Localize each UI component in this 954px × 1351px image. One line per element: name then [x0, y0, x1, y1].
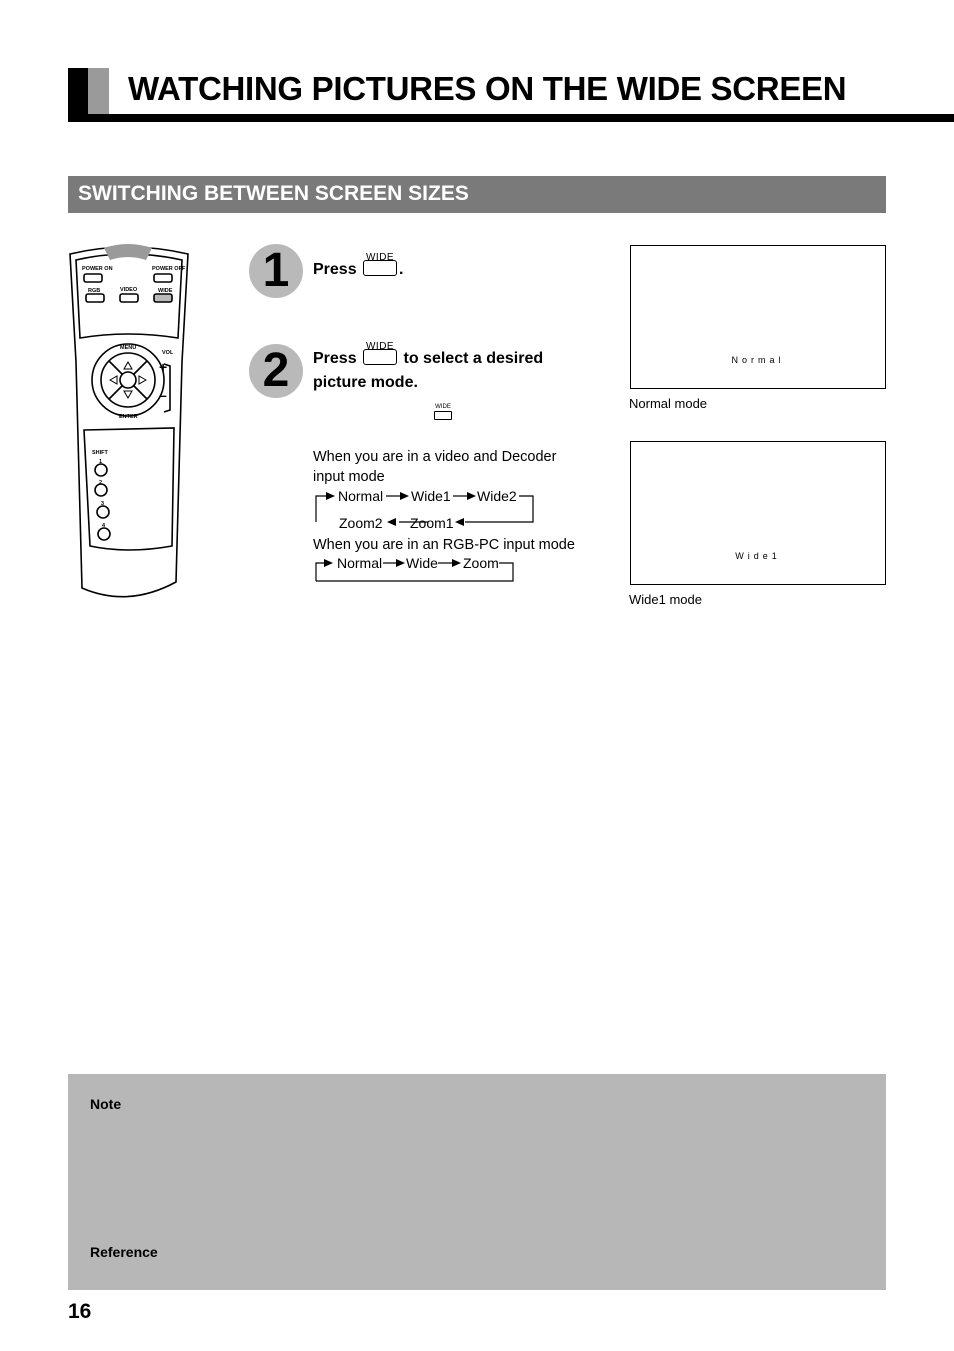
remote-label-rgb: RGB: [88, 288, 101, 294]
page-title: WATCHING PICTURES ON THE WIDE SCREEN: [128, 70, 847, 107]
reference-heading: Reference: [90, 1244, 158, 1260]
remote-control-illustration: [64, 242, 194, 604]
small-wide-key-icon: [434, 404, 452, 420]
remote-label-1: 1: [99, 459, 103, 465]
rgb-cycle-wide: Wide: [406, 555, 438, 571]
video-cycle-normal: Normal: [338, 488, 384, 504]
step-1-after-text: .: [399, 261, 404, 278]
remote-label-wide: WIDE: [158, 288, 173, 294]
step-2-instruction: [313, 341, 544, 371]
rgb-cycle-zoom: Zoom: [463, 555, 499, 571]
title-rule: [68, 114, 954, 122]
remote-label-power-off: POWER OFF: [152, 266, 186, 272]
rgb-cycle-normal: Normal: [337, 555, 383, 571]
normal-screen-label: Normal: [731, 355, 785, 365]
note-heading: Note: [90, 1096, 122, 1112]
step-2-press-text: Press: [313, 350, 357, 367]
remote-label-4: 4: [102, 523, 106, 529]
page-number: 16: [68, 1300, 92, 1323]
video-cycle-zoom2: Zoom2: [339, 515, 383, 531]
note-box: [68, 1074, 886, 1290]
wide-key-icon: [363, 341, 397, 365]
video-mode-line2: input mode: [313, 469, 385, 485]
title-accent-gray: [88, 68, 109, 114]
remote-label-minus: –: [159, 387, 167, 403]
wide1-mode-caption: Wide1 mode: [629, 592, 702, 607]
video-cycle-zoom1: Zoom1: [410, 515, 454, 531]
wide-key-label: WIDE: [365, 252, 395, 263]
wide1-mode-screen: [630, 441, 886, 585]
remote-label-3: 3: [101, 501, 105, 507]
step-2-line2: picture mode.: [313, 374, 418, 391]
remote-label-2: 2: [99, 480, 103, 486]
remote-label-vol: VOL: [162, 350, 174, 356]
wide-key-label: WIDE: [365, 341, 395, 352]
small-wide-key-label: WIDE: [435, 404, 451, 410]
remote-label-menu: MENU: [120, 345, 137, 351]
normal-mode-caption: Normal mode: [629, 396, 708, 411]
rgb-mode-line1: When you are in an RGB-PC input mode: [313, 537, 575, 553]
step-1-number: 1: [262, 244, 290, 297]
step-2-number: 2: [262, 344, 290, 397]
remote-label-enter: ENTER: [119, 414, 138, 420]
video-cycle-wide1: Wide1: [411, 488, 451, 504]
step-1-instruction: [313, 252, 404, 282]
remote-label-shift: SHIFT: [92, 450, 108, 456]
wide1-screen-label: Wide1: [735, 551, 781, 561]
remote-label-plus: +: [159, 359, 168, 375]
video-cycle-wide2: Wide2: [477, 488, 517, 504]
step-2-after-text: to select a desired: [403, 350, 544, 367]
remote-label-video: VIDEO: [120, 287, 138, 293]
remote-label-power-on: POWER ON: [82, 266, 113, 272]
wide-key-icon: [363, 252, 397, 276]
step-1-press-text: Press: [313, 261, 357, 278]
normal-mode-screen: [630, 245, 886, 389]
video-mode-line1: When you are in a video and Decoder: [313, 449, 557, 465]
section-title: SWITCHING BETWEEN SCREEN SIZES: [78, 182, 469, 205]
